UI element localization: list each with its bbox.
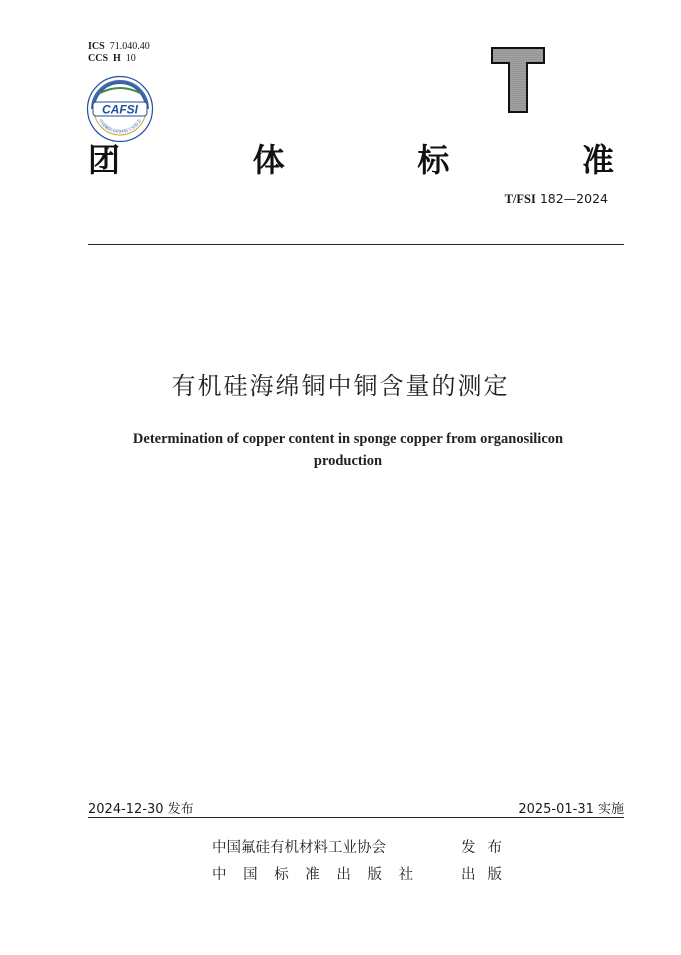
publisher-row bbox=[212, 836, 514, 857]
standard-type-title bbox=[88, 138, 614, 182]
publisher-name: 中国标准出版社 bbox=[212, 867, 430, 883]
standard-number-prefix: T/FSI bbox=[504, 192, 536, 206]
type-char-3: 标 bbox=[417, 141, 450, 179]
top-divider bbox=[88, 244, 624, 245]
bottom-divider bbox=[88, 817, 624, 818]
type-char-1: 团 bbox=[88, 141, 121, 179]
type-char-4: 准 bbox=[581, 141, 614, 179]
type-char-2: 体 bbox=[252, 141, 285, 179]
publisher-action: 出版 bbox=[461, 867, 514, 883]
ccs-code: H bbox=[113, 53, 121, 64]
ccs-classification bbox=[88, 53, 136, 65]
standard-number-value: 182—2024 bbox=[539, 191, 608, 206]
implementation-date: 2025-01-31 实施 bbox=[518, 802, 624, 817]
svg-text:中国氟硅有机材料工业协会 bbox=[97, 117, 143, 135]
ics-label: ICS bbox=[88, 41, 105, 52]
cafsi-logo bbox=[86, 75, 154, 143]
logo-ring-text: 中国氟硅有机材料工业协会 bbox=[97, 118, 143, 136]
logo-text: CAFSI bbox=[102, 102, 138, 117]
issue-date: 2024-12-30 发布 bbox=[88, 802, 194, 817]
ics-classification bbox=[88, 41, 150, 53]
publisher-action: 发布 bbox=[461, 840, 514, 856]
title-chinese: 有机硅海绵铜中铜含量的测定 bbox=[171, 372, 510, 400]
title-english: Determination of copper content in sponge copper from organosilicon production bbox=[132, 431, 564, 469]
group-standard-t-mark bbox=[490, 46, 546, 114]
ccs-label: CCS bbox=[88, 53, 109, 64]
ccs-value: 10 bbox=[125, 53, 136, 64]
publisher-row bbox=[212, 863, 514, 884]
ics-value: 71.040.40 bbox=[109, 41, 150, 52]
publisher-name: 中国氟硅有机材料工业协会 bbox=[212, 840, 386, 856]
standard-number bbox=[505, 191, 608, 207]
